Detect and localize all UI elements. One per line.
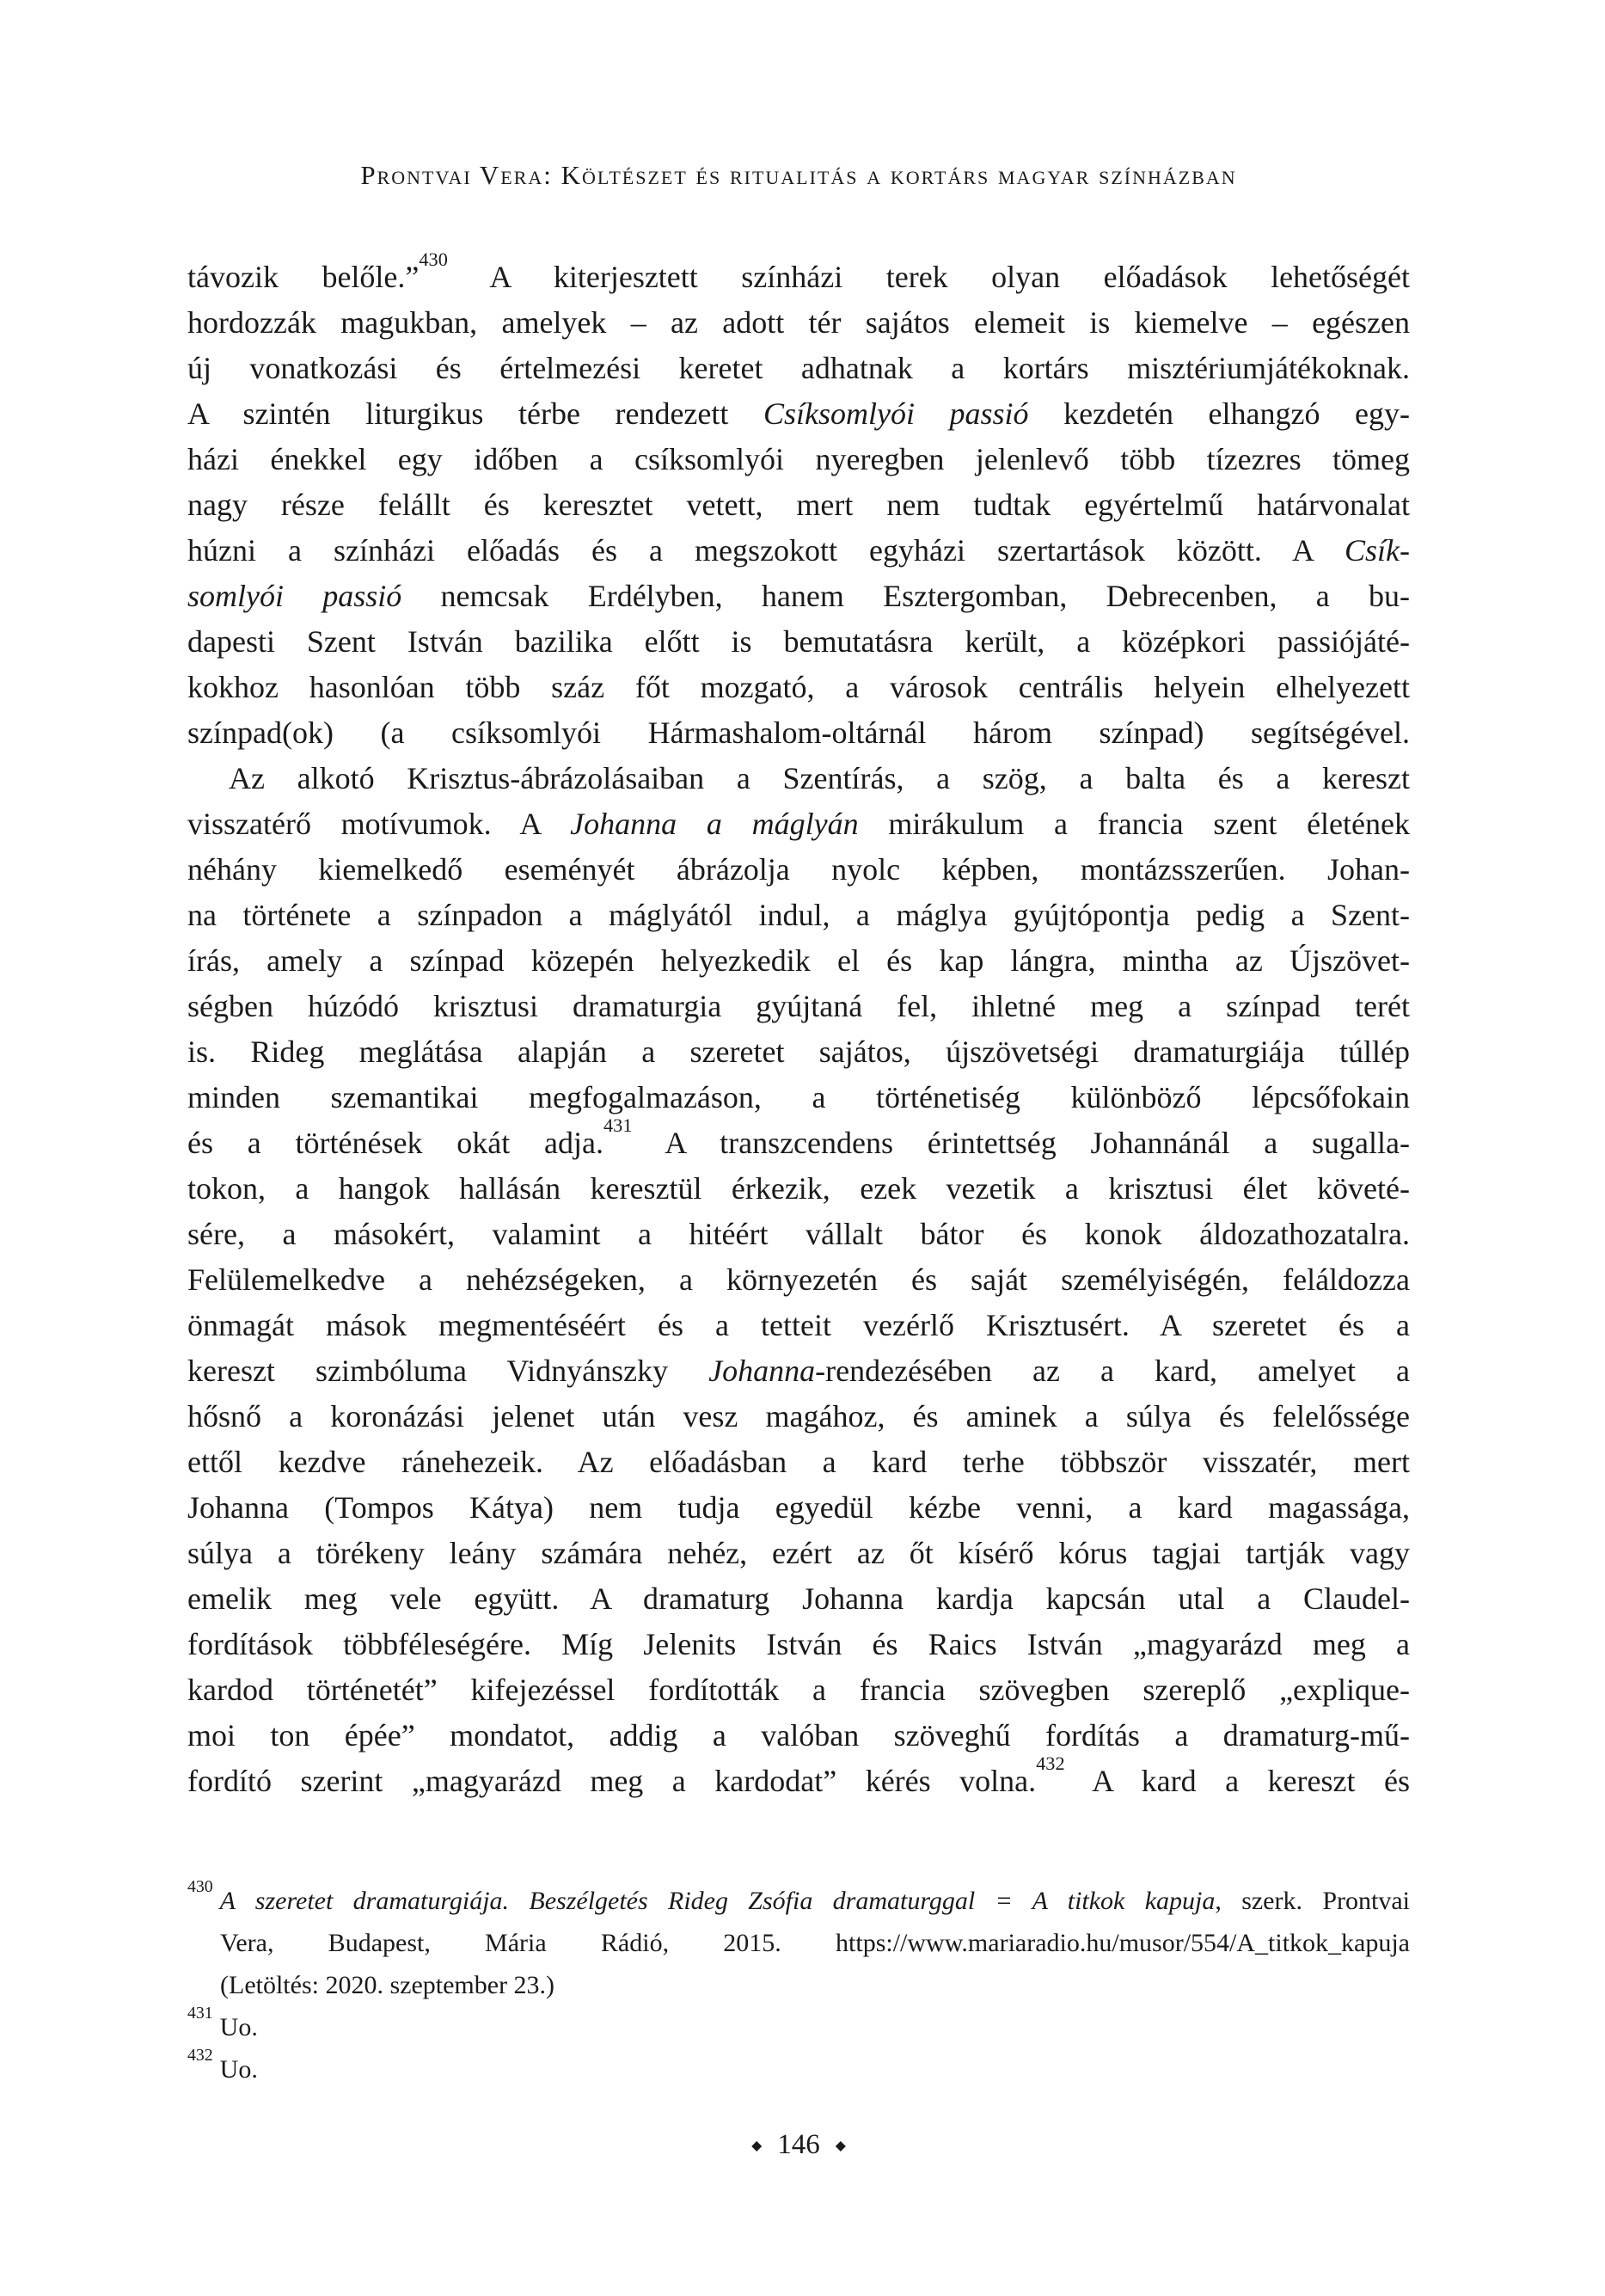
text-line: súlya a törékeny leány számára nehéz, ezért az őt kísérő kórus tagjai tartják vagy (187, 1536, 1410, 1570)
text-line: is. Rideg meglátása alapján a szeretet sajátos, újszövetségi dramaturgiája túllép (187, 1034, 1410, 1069)
text-line: húzni a színházi előadás és a megszokott egyházi szertartások között. A Csík- (187, 533, 1410, 568)
text-line: hősnő a koronázási jelenet után vesz magához, és aminek a súlya és felelőssége (187, 1399, 1410, 1433)
page-number-right-mark: ◆ (835, 2139, 846, 2154)
text-line: színpad(ok) (a csíksomlyói Hármashalom-oltárnál három színpad) segítségével. (187, 715, 1410, 750)
text-line: ettől kezdve ránehezeik. Az előadásban a kard terhe többször visszatér, mert (187, 1445, 1410, 1479)
text-line: fordítások többféleségére. Míg Jelenits István és Raics István „magyarázd meg a (187, 1627, 1410, 1661)
text-line: emelik meg vele együtt. A dramaturg Johanna kardja kapcsán utal a Claudel- (187, 1581, 1410, 1616)
text-line: és a történések okát adja.$^{431}$ A transzcendens érintettség Johannánál a sugalla- (187, 1114, 1410, 1160)
text-line: kardod történetét” kifejezéssel fordították a francia szövegben szereplő „explique- (187, 1673, 1410, 1707)
footnote (187, 1877, 1410, 2006)
page-number-left-mark: ◆ (751, 2139, 763, 2154)
text-line: házi énekkel egy időben a csíksomlyói nyeregben jelenlevő több tízezres tömeg (187, 442, 1410, 476)
text-line: önmagát mások megmentéséért és a tetteit vezérlő Krisztusért. A szeretet és a (187, 1308, 1410, 1342)
footnote-number: 431 (187, 2004, 213, 2023)
text-line: moi ton épée” mondatot, addig a valóban szöveghű fordítás a dramaturg-mű- (187, 1718, 1410, 1753)
text-line: somlyói passió nemcsak Erdélyben, hanem Esztergomban, Debrecenben, a bu- (187, 579, 1410, 613)
footnote (187, 2048, 1410, 2090)
text-line: Felülemelkedve a nehézségeken, a környezetén és saját személyiségén, feláldozza (187, 1262, 1410, 1297)
footnote (187, 2006, 1410, 2048)
text-line: minden szemantikai megfogalmazáson, a történetiség különböző lépcsőfokain (187, 1080, 1410, 1114)
text-line: fordító szerint „magyarázd meg a kardodat” kérés volna.$^{432}$ A kard a kereszt és (187, 1752, 1410, 1798)
text-line: Johanna (Tompos Kátya) nem tudja egyedül kézbe venni, a kard magassága, (187, 1490, 1410, 1525)
footnote-line: $^{431}$ Uo. (187, 2004, 258, 2041)
text-line: hordozzák magukban, amelyek – az adott tér sajátos elemeit is kiemelve – egészen (187, 305, 1410, 340)
text-line: kokhoz hasonlóan több száz főt mozgató, a városok centrális helyein elhelyezett (187, 670, 1410, 704)
text-line: ségben húzódó krisztusi dramaturgia gyújtaná fel, ihletné meg a színpad terét (187, 989, 1410, 1023)
footnote-line: $^{430}$ A szeretet dramaturgiája. Beszélgetés Rideg Zsófia dramaturggal = A titkok kapuja, szerk. Prontvai (187, 1877, 1410, 1915)
footnotes (187, 1877, 1410, 2090)
footnote-line: Vera, Budapest, Mária Rádió, 2015. https://www.mariaradio.hu/musor/554/A_titkok_kapuja (220, 1929, 1410, 1957)
page-number-value: 146 (777, 2129, 820, 2160)
footnote-ref: 431 (603, 1114, 633, 1136)
text-line: na története a színpadon a máglyától indul, a máglya gyújtópontja pedig a Szent- (187, 898, 1410, 932)
footnote-line: (Letöltés: 2020. szeptember 23.) (220, 1971, 555, 1999)
text-line: néhány kiemelkedő eseményét ábrázolja nyolc képben, montázsszerűen. Johan- (187, 852, 1410, 887)
text-line: A szintén liturgikus térbe rendezett Csíksomlyói passió kezdetén elhangzó egy- (187, 396, 1411, 431)
text-line: új vonatkozási és értelmezési keretet adhatnak a kortárs misztériumjátékoknak. (187, 351, 1410, 385)
page-number (187, 2129, 1410, 2161)
text-line: Az alkotó Krisztus-ábrázolásaiban a Szentírás, a szög, a balta és a kereszt (229, 761, 1410, 795)
footnote-number: 432 (187, 2046, 213, 2066)
body-text (187, 248, 1411, 1804)
text-line: dapesti Szent István bazilika előtt is bemutatásra került, a középkori passiójáté- (187, 624, 1410, 659)
text-line: írás, amely a színpad közepén helyezkedik el és kap lángra, mintha az Újszövet- (187, 943, 1410, 978)
running-header: Prontvai Vera: Költészet és ritualitás a kortárs magyar színházban (360, 160, 1237, 190)
text-line: tokon, a hangok hallásán keresztül érkezik, ezek vezetik a krisztusi élet követé- (187, 1171, 1410, 1206)
footnote-number: 430 (187, 1877, 213, 1897)
footnote-line: $^{432}$ Uo. (187, 2046, 258, 2084)
footnote-ref: 432 (1036, 1752, 1065, 1774)
text-line: távozik belőle.”$^{430}$ A kiterjesztett színházi terek olyan előadások lehetőségét (187, 248, 1410, 294)
text-line: sére, a másokért, valamint a hitéért vállalt bátor és konok áldozathozatalra. (187, 1217, 1410, 1251)
text-line: kereszt szimbóluma Vidnyánszky Johanna-rendezésében az a kard, amelyet a (187, 1354, 1410, 1388)
text-line: nagy része felállt és keresztet vetett, mert nem tudtak egyértelmű határvonalat (187, 488, 1410, 522)
text-line: visszatérő motívumok. A Johanna a máglyán mirákulum a francia szent életének (187, 807, 1410, 841)
footnote-ref: 430 (419, 248, 448, 270)
